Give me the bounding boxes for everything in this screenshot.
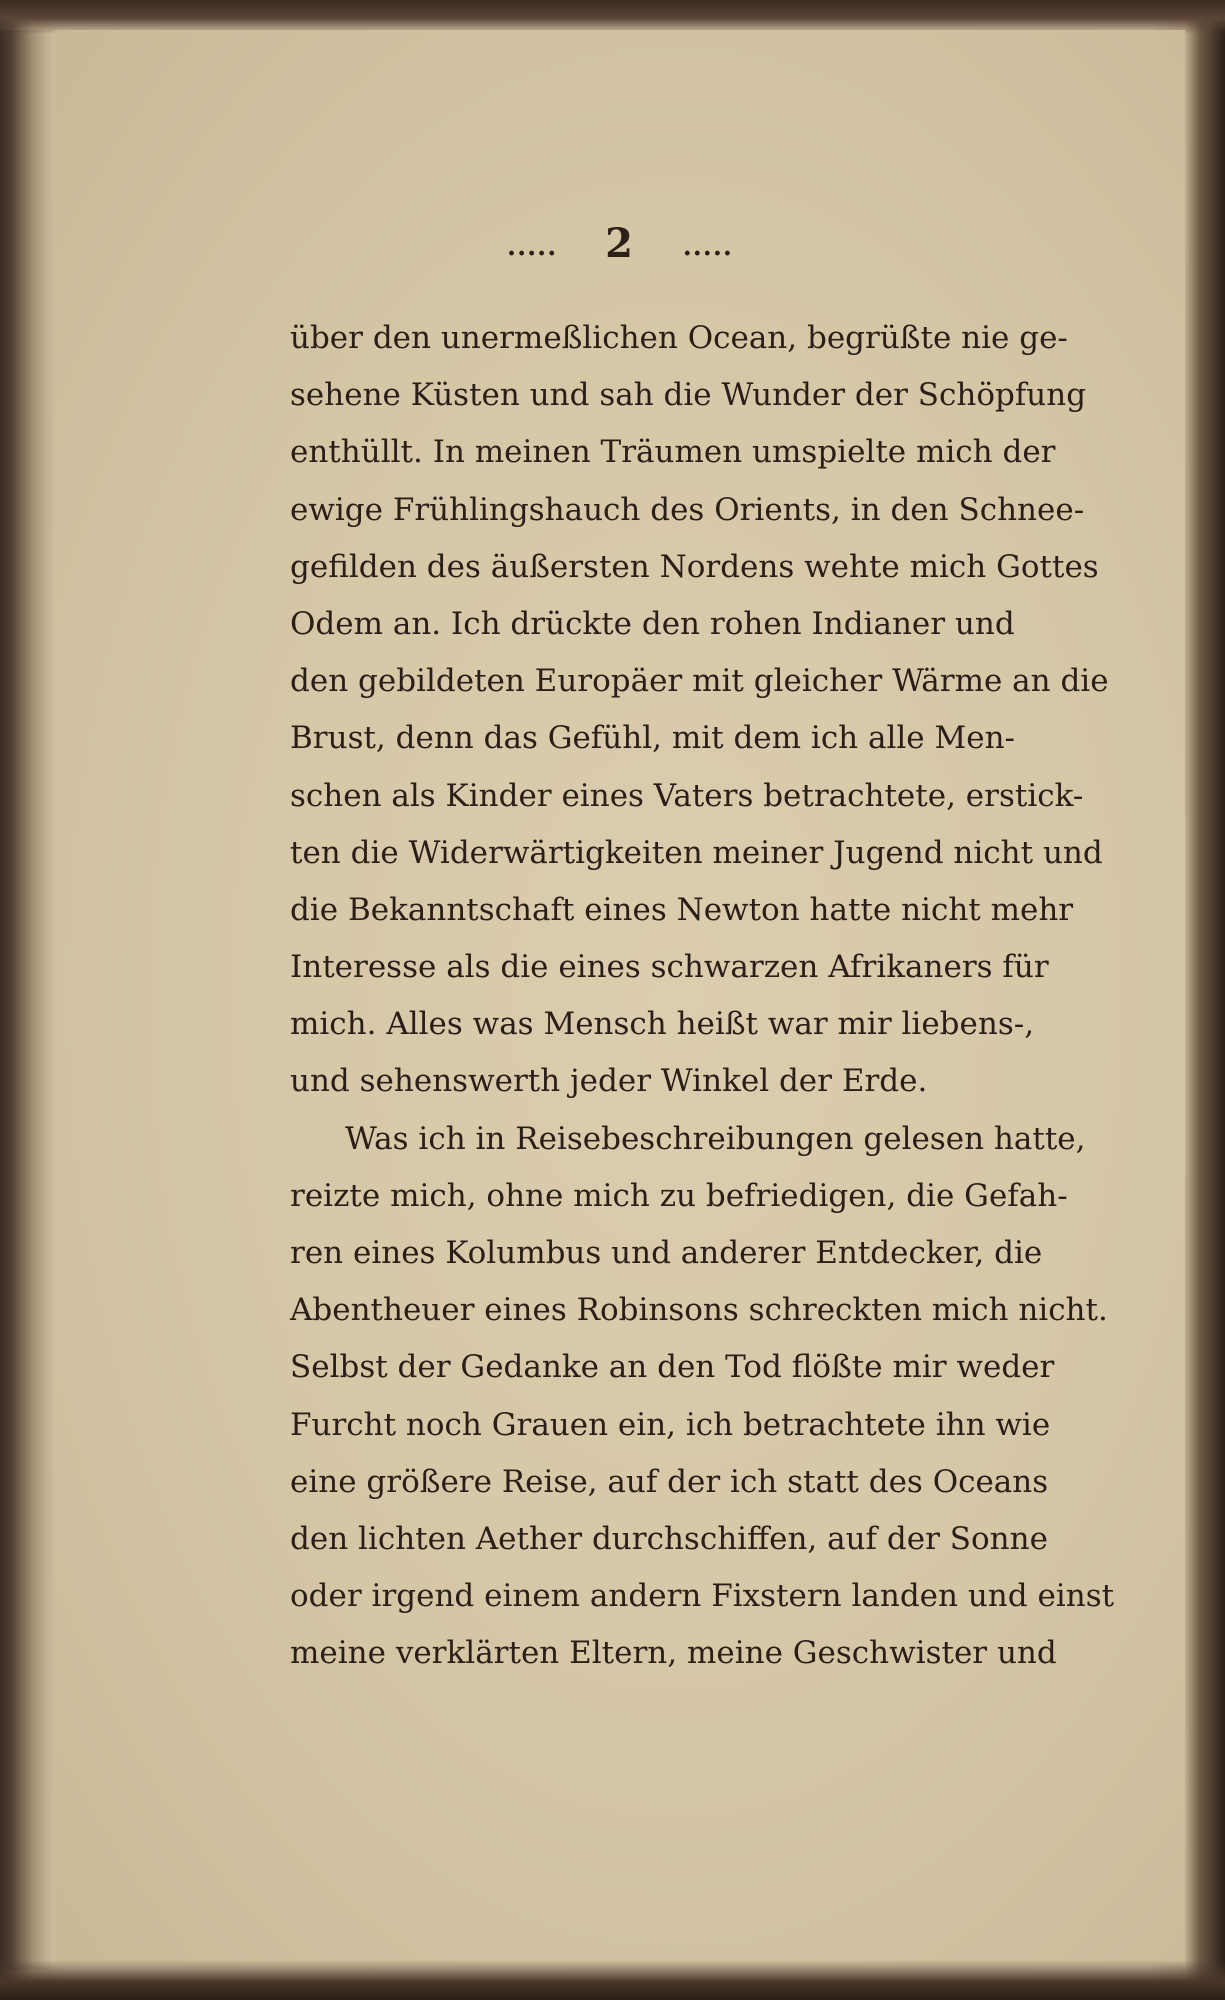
text-line: gefilden des äußersten Nordens wehte mich Gottes [290, 548, 1099, 585]
body-text [290, 310, 1180, 1683]
text-line: ten die Widerwärtigkeiten meiner Jugend nicht und [290, 834, 1103, 871]
text-line: und sehenswerth jeder Winkel der Erde. [290, 1063, 928, 1100]
page-number-dots-left: ..... [507, 232, 558, 262]
text-line: enthüllt. In meinen Träumen umspielte mich der [290, 434, 1056, 471]
page-paper [55, 30, 1185, 1965]
text-line: den lichten Aether durchschiffen, auf der Sonne [290, 1520, 1048, 1557]
text-line-paragraph-start: Was ich in Reisebeschreibungen gelesen hatte, [345, 1120, 1086, 1157]
text-line: Abentheuer eines Robinsons schreckten mich nicht. [290, 1292, 1108, 1329]
page-number-header [55, 220, 1185, 267]
text-line: ewige Frühlingshauch des Orients, in den Schnee- [290, 491, 1085, 528]
text-line: Interesse als die eines schwarzen Afrikaners für [290, 949, 1049, 986]
text-line: eine größere Reise, auf der ich statt des Oceans [290, 1463, 1049, 1500]
text-line: Brust, denn das Gefühl, mit dem ich alle Men- [290, 720, 1016, 757]
book-bottom-edge [0, 1960, 1225, 2000]
page-number: 2 [605, 220, 635, 267]
gutter-shadow [0, 30, 55, 1970]
text-line: Furcht noch Grauen ein, ich betrachtete ihn wie [290, 1406, 1051, 1443]
text-line: meine verklärten Eltern, meine Geschwister und [290, 1635, 1057, 1672]
text-line: über den unermeßlichen Ocean, begrüßte nie ge- [290, 320, 1068, 356]
book-top-edge [0, 0, 1225, 34]
text-line: reizte mich, ohne mich zu befriedigen, die Gefah- [290, 1177, 1068, 1214]
text-line: sehene Küsten und sah die Wunder der Schöpfung [290, 377, 1087, 414]
text-line: ren eines Kolumbus und anderer Entdecker, die [290, 1235, 1043, 1271]
text-line: die Bekanntschaft eines Newton hatte nicht mehr [290, 891, 1074, 928]
text-line: oder irgend einem andern Fixstern landen und einst [290, 1578, 1115, 1615]
text-line: Selbst der Gedanke an den Tod flößte mir weder [290, 1349, 1055, 1386]
page-number-dots-right: ..... [682, 232, 733, 262]
text-line: Odem an. Ich drückte den rohen Indianer und [290, 605, 1015, 642]
text-line: schen als Kinder eines Vaters betrachtete, erstick- [290, 777, 1084, 814]
text-line: mich. Alles was Mensch heißt war mir liebens-, [290, 1006, 1035, 1043]
text-line: den gebildeten Europäer mit gleicher Wärme an die [290, 663, 1109, 700]
